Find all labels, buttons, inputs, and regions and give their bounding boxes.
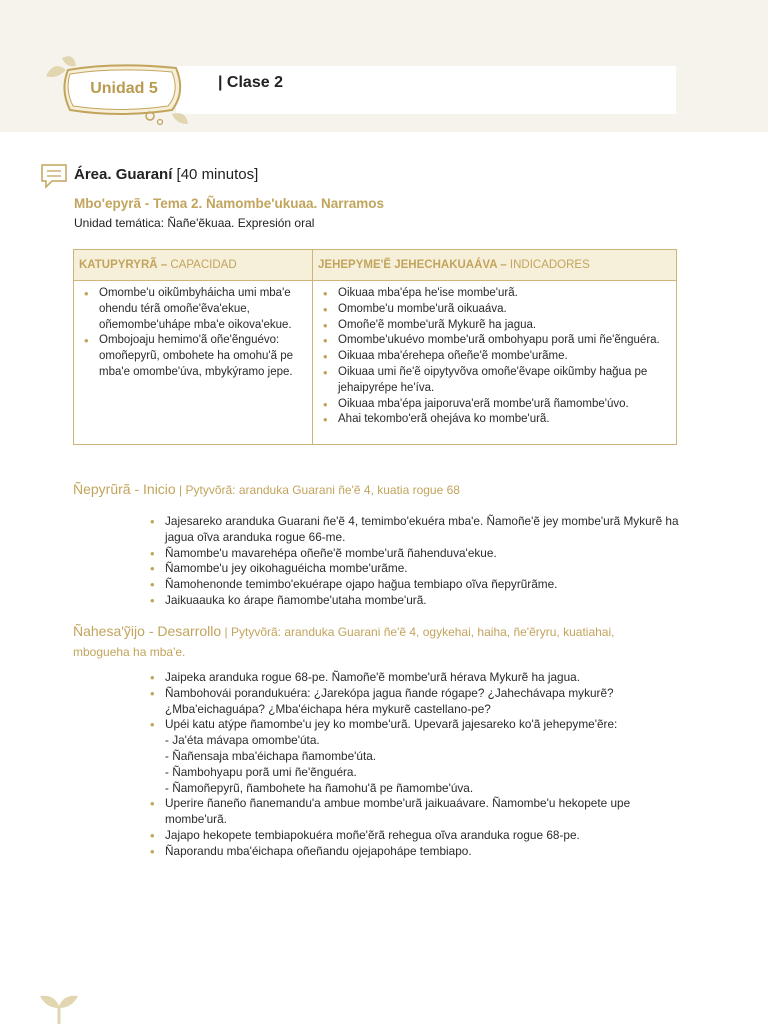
speech-bubble-icon [40, 162, 68, 190]
list-item: • Jaikuaauka ko árape ñamombe'utaha mombe'urã. [165, 593, 680, 609]
list-item: • Omombe'u mombe'urã oikuaáva. [338, 302, 671, 318]
table-header-row [74, 250, 677, 281]
unit-label: Unidad 5 [90, 80, 158, 97]
list-item: • Upéi katu atýpe ñamombe'u jey ko mombe'urã. Upevarã jajesareko ko'ã jehepyme'ẽre: - Ja'éta mávapa omombe'úta. - Ñañensaja mba'éichapa ñamombe'úta. - Ñambohyapu porã umi ñe'ẽnguéra. - Ñamoñepyrũ, ñambohete ha ñamohu'ã pe ñamombe'úva. [165, 717, 680, 796]
area-duration: [40 minutos] [176, 166, 259, 183]
list-item: • Omoñe'ẽ mombe'urã Mykurẽ ha jagua. [338, 318, 671, 334]
sub-item: - Ñañensaja mba'éichapa ñamombe'úta. [165, 748, 377, 763]
area-title: Área. Guaraní [74, 166, 173, 183]
desarrollo-heading: Ñahesa'ỹijo - Desarrollo | Pytyvõrã: aranduka Guarani ñe'ẽ 4, ogykehai, haiha, ñe'ẽryru, kuatiahai, mbogueha ha mba'e. [73, 623, 615, 659]
capacidad-cell [74, 281, 313, 445]
list-item: • Ñamohenonde temimbo'ekuérape ojapo hağua tembiapo oĩva ñepyrũrãme. [165, 577, 680, 593]
list-item: • Ñamombe'u jey oikohaguéicha mombe'urãme. [165, 561, 680, 577]
tema-title: Mbo'epyrã - Tema 2. Ñamombe'ukuaa. Narramos [74, 196, 385, 211]
capacidad-header: KATUPYRYRÃ – CAPACIDAD [74, 250, 313, 281]
inicio-list [145, 514, 680, 609]
sub-item: - Ja'éta mávapa omombe'úta. [165, 733, 320, 748]
list-item: • Omombe'u oikũmbyháicha umi mba'e ohendu térã omoñe'ẽva'ekue, oñemombe'uhápe mba'e oikova'ekue. [99, 286, 307, 333]
list-item: • Oikuaa mba'érehepa oñeñe'ẽ mombe'urãme. [338, 349, 671, 365]
list-item: • Ombojoaju hemimo'ã oñe'ẽnguévo: omoñepyrũ, ombohete ha omohu'ã pe mba'e omombe'úva, mbykýramo jepe. [99, 333, 307, 380]
list-item: • Oikuaa umi ñe'ẽ oipytyvõva omoñe'ẽvape oikũmby hağua pe jehaipyrépe he'íva. [338, 365, 671, 397]
clase-title: | Clase 2 [218, 74, 283, 91]
sub-item: - Ñamoñepyrũ, ñambohete ha ñamohu'ã pe ñamombe'úva. [165, 780, 474, 795]
list-item: • Ahai tekombo'erã ohejáva ko mombe'urã. [338, 412, 671, 428]
list-item: • Uperire ñaneño ñanemandu'a ambue mombe'urã jaikuaávare. Ñamombe'u hekopete upe mombe'urã. [165, 796, 680, 828]
indicadores-cell [313, 281, 677, 445]
indicadores-header: JEHEPYME'Ẽ JEHECHAKUAÁVA – INDICADORES [313, 250, 677, 281]
capacity-indicator-table [73, 249, 677, 445]
area-heading [74, 166, 258, 183]
table-row [74, 281, 677, 445]
list-item: • Jaipeka aranduka rogue 68-pe. Ñamoñe'ẽ mombe'urã hérava Mykurẽ ha jagua. [165, 670, 680, 686]
list-item: • Jajesareko aranduka Guarani ñe'ẽ 4, temimbo'ekuéra mba'e. Ñamoñe'ẽ jey mombe'urã Mykurẽ ha jagua oĩva aranduka rogue 66-me. [165, 514, 680, 546]
list-item: • Omombe'ukuévo mombe'urã ombohyapu porã umi ñe'ẽnguéra. [338, 333, 671, 349]
list-item: • Oikuaa mba'épa he'ise mombe'urã. [338, 286, 671, 302]
list-item: • Oikuaa mba'épa jaiporuva'erã mombe'urã ñamombe'úvo. [338, 397, 671, 413]
sub-item: - Ñambohyapu porã umi ñe'ẽnguéra. [165, 764, 357, 779]
list-item: • Ñaporandu mba'éichapa oñeñandu ojejapohápe tembiapo. [165, 844, 680, 860]
list-item: • Jajapo hekopete tembiapokuéra moñe'ẽrã rehegua oĩva aranduka rogue 68-pe. [165, 828, 680, 844]
unidad-tematica: Unidad temática: Ñañe'ẽkuaa. Expresión oral [74, 216, 315, 230]
sprout-icon [38, 992, 80, 1024]
list-item: • Ñambohovái porandukuéra: ¿Jarekópa jagua ñande rógape? ¿Jahechávapa mykurẽ? ¿Mba'eichaguápa? ¿Mba'éichapa héra mykurẽ castellano-pe? [165, 686, 680, 718]
list-item: • Ñamombe'u mavarehépa oñeñe'ẽ mombe'urã ñahenduva'ekue. [165, 546, 680, 562]
inicio-heading: Ñepyrũrã - Inicio | Pytyvõrã: aranduka Guarani ñe'ẽ 4, kuatia rogue 68 [73, 481, 460, 497]
desarrollo-list [145, 670, 680, 860]
